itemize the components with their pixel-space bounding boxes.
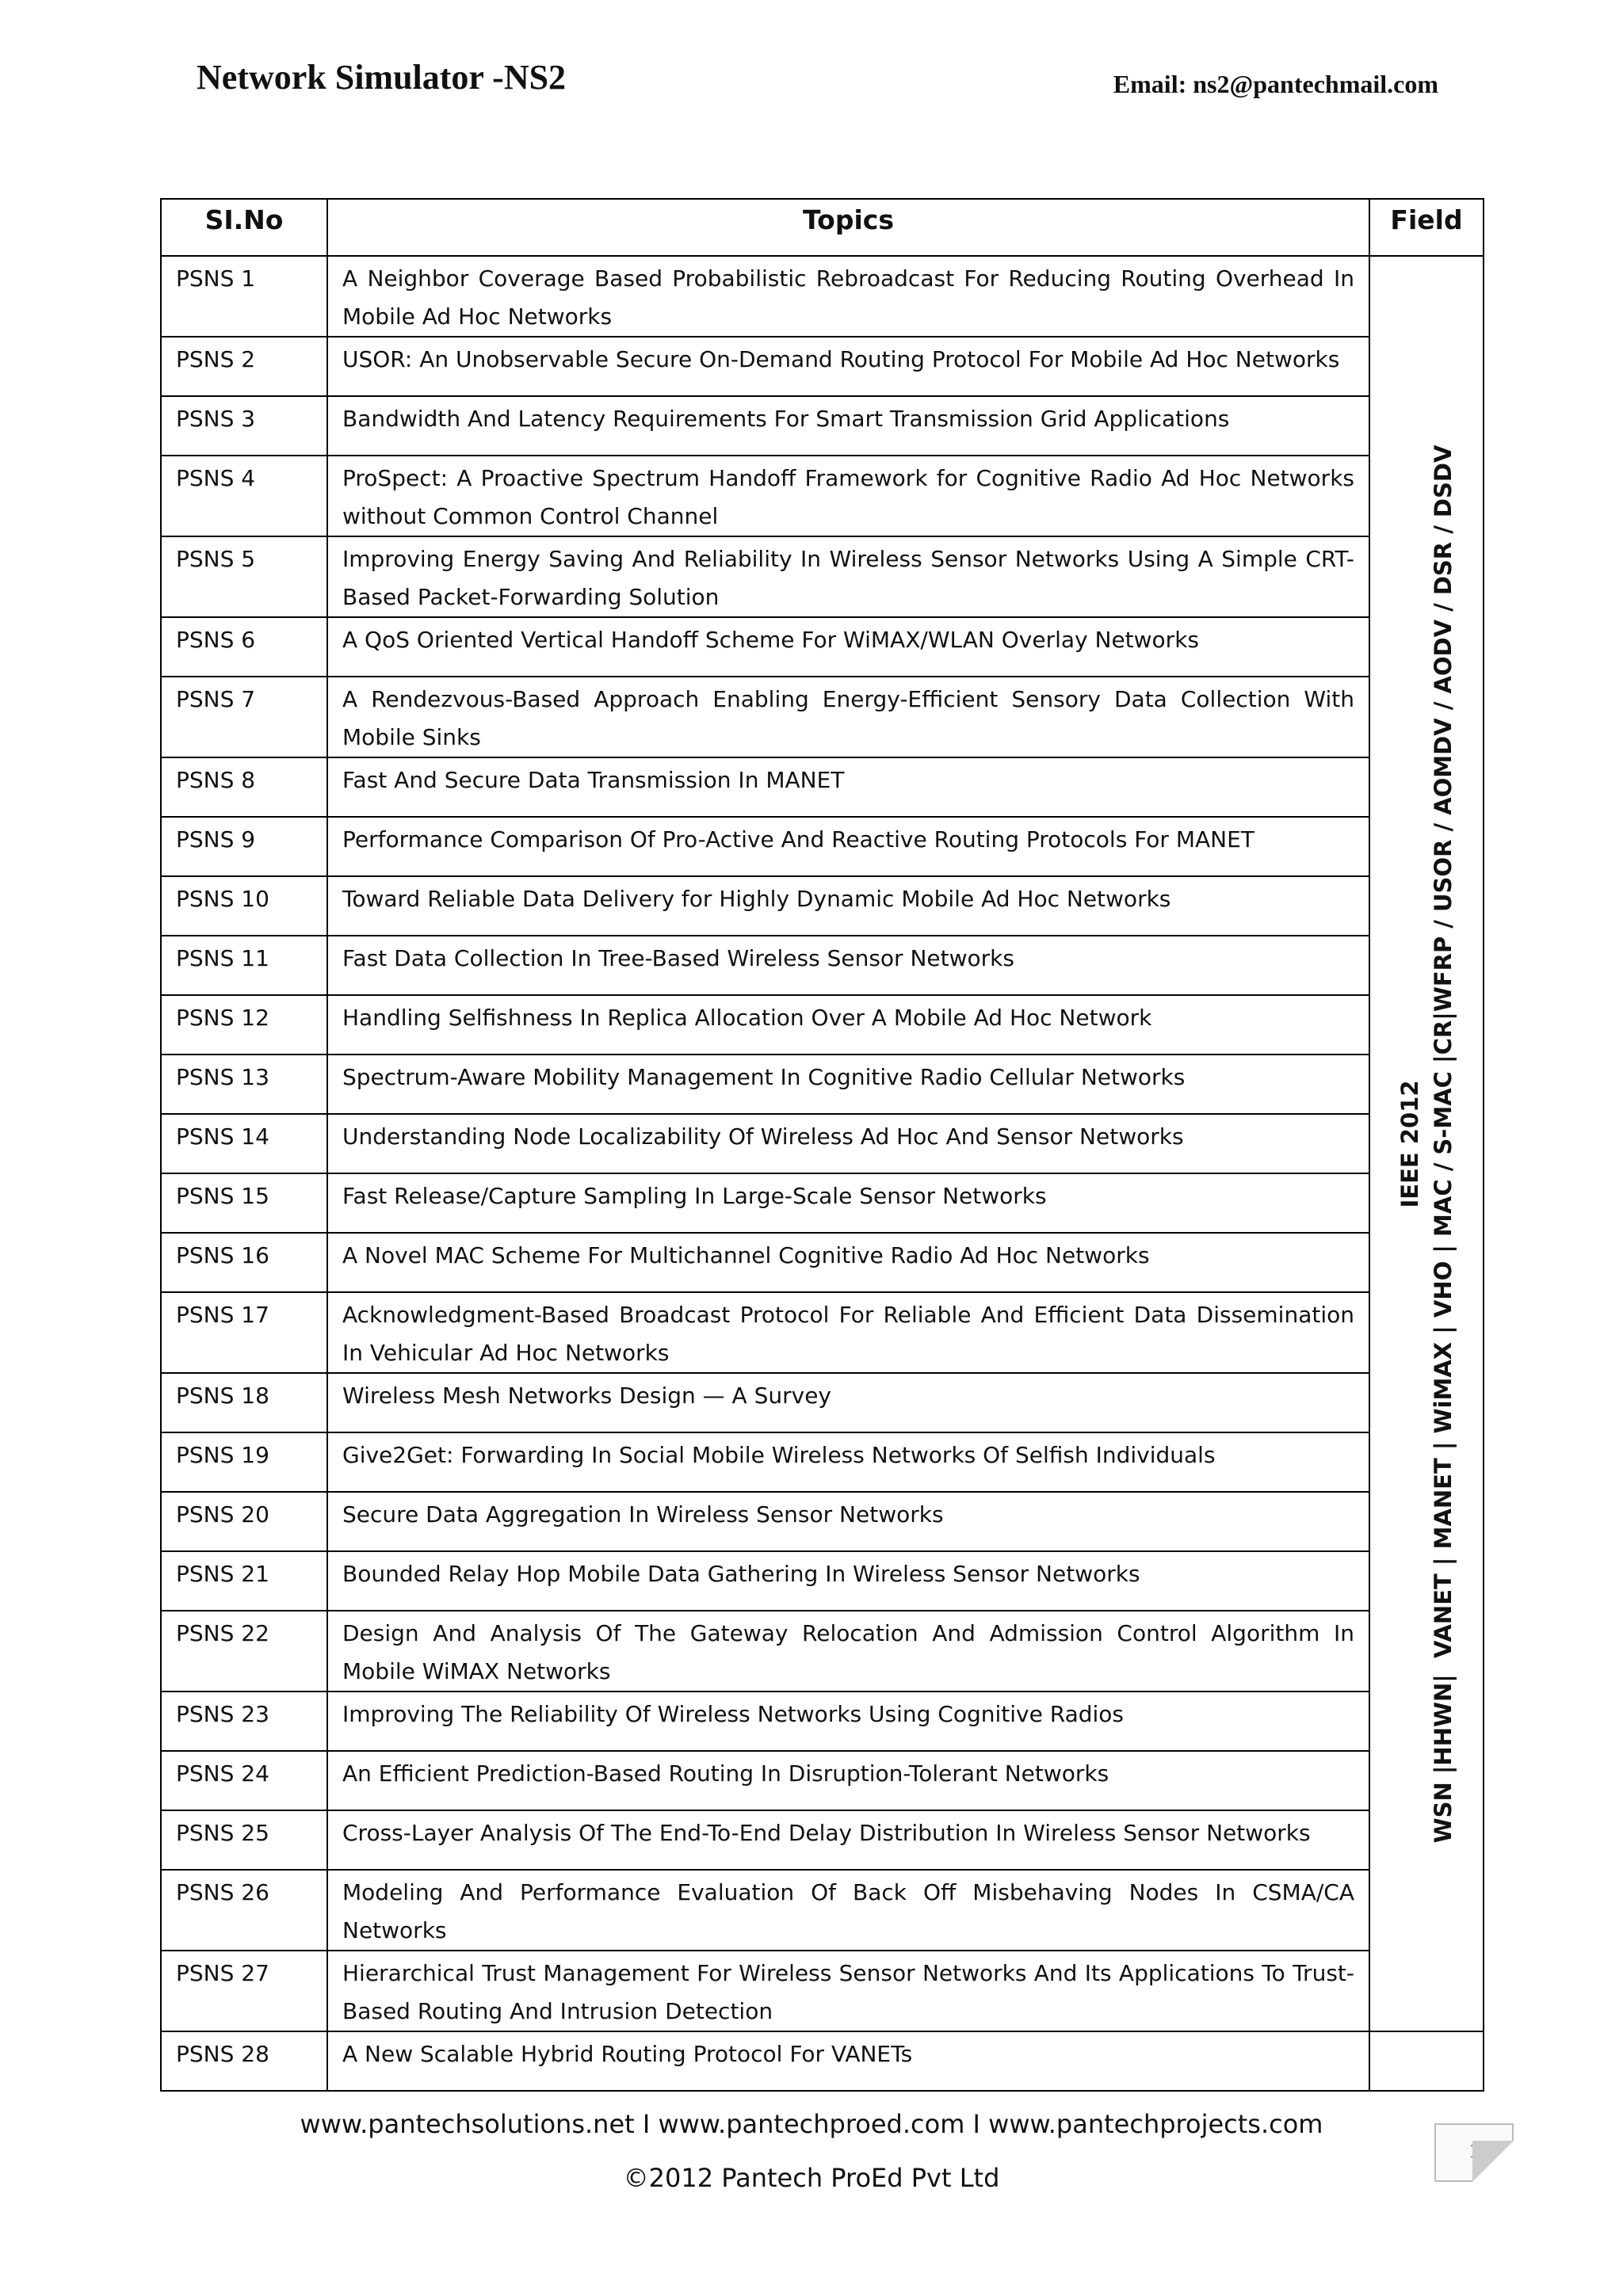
table-row — [161, 337, 1484, 396]
field-label: IEEE 2012 WSN |HHWN| VANET | MANET | WiMAX | VHO | MAC / S-MAC |CR|WFRP / USOR / AOMDV / AODV / DSR / DSDV — [1396, 444, 1457, 1843]
row-topic: A Novel MAC Scheme For Multichannel Cognitive Radio Ad Hoc Networks — [327, 1233, 1369, 1292]
table-row — [161, 2031, 1484, 2091]
table-row — [161, 1611, 1484, 1691]
row-slno: PSNS 3 — [161, 396, 327, 456]
row-topic: Performance Comparison Of Pro-Active And Reactive Routing Protocols For MANET — [327, 817, 1369, 876]
row-topic: A New Scalable Hybrid Routing Protocol For VANETs — [327, 2031, 1369, 2091]
table-row — [161, 817, 1484, 876]
table-row — [161, 936, 1484, 995]
row-slno: PSNS 5 — [161, 536, 327, 617]
row-slno: PSNS 17 — [161, 1292, 327, 1373]
table-row — [161, 1810, 1484, 1870]
row-slno: PSNS 15 — [161, 1173, 327, 1233]
table-row — [161, 757, 1484, 817]
table-row — [161, 1055, 1484, 1114]
table-header-row — [161, 199, 1484, 256]
row-slno: PSNS 28 — [161, 2031, 327, 2091]
row-topic: USOR: An Unobservable Secure On-Demand Routing Protocol For Mobile Ad Hoc Networks — [327, 337, 1369, 396]
topics-table — [160, 198, 1484, 2092]
row-slno: PSNS 8 — [161, 757, 327, 817]
table-row — [161, 876, 1484, 936]
row-topic: A Neighbor Coverage Based Probabilistic Rebroadcast For Reducing Routing Overhead In Mobile Ad Hoc Networks — [327, 256, 1369, 337]
table-row — [161, 456, 1484, 536]
table-row — [161, 1432, 1484, 1492]
row-slno: PSNS 10 — [161, 876, 327, 936]
table-row — [161, 396, 1484, 456]
footer-copyright: ©2012 Pantech ProEd Pvt Ltd — [623, 2163, 1000, 2193]
row-slno: PSNS 9 — [161, 817, 327, 876]
row-slno: PSNS 27 — [161, 1951, 327, 2031]
row-topic: Acknowledgment-Based Broadcast Protocol For Reliable And Efficient Data Dissemination In Vehicular Ad Hoc Networks — [327, 1292, 1369, 1373]
row-topic: Wireless Mesh Networks Design — A Survey — [327, 1373, 1369, 1432]
row-slno: PSNS 6 — [161, 617, 327, 677]
row-topic: Handling Selfishness In Replica Allocation Over A Mobile Ad Hoc Network — [327, 995, 1369, 1055]
table-row — [161, 1292, 1484, 1373]
row-topic: Improving Energy Saving And Reliability In Wireless Sensor Networks Using A Simple CRT-Based Packet-Forwarding Solution — [327, 536, 1369, 617]
row-topic: Bounded Relay Hop Mobile Data Gathering In Wireless Sensor Networks — [327, 1551, 1369, 1611]
header-topics: Topics — [327, 199, 1369, 256]
row-topic: Fast Release/Capture Sampling In Large-Scale Sensor Networks — [327, 1173, 1369, 1233]
row-slno: PSNS 11 — [161, 936, 327, 995]
row-topic: Secure Data Aggregation In Wireless Sensor Networks — [327, 1492, 1369, 1551]
row-topic: A Rendezvous-Based Approach Enabling Energy-Efficient Sensory Data Collection With Mobile Sinks — [327, 677, 1369, 757]
row-topic: Bandwidth And Latency Requirements For Smart Transmission Grid Applications — [327, 396, 1369, 456]
row-topic: ProSpect: A Proactive Spectrum Handoff Framework for Cognitive Radio Ad Hoc Networks without Common Control Channel — [327, 456, 1369, 536]
page-curl-icon — [1472, 2141, 1514, 2182]
table-row — [161, 1373, 1484, 1432]
table-row — [161, 1870, 1484, 1951]
row-topic: Fast And Secure Data Transmission In MANET — [327, 757, 1369, 817]
row-slno: PSNS 23 — [161, 1691, 327, 1751]
row-topic: Modeling And Performance Evaluation Of Back Off Misbehaving Nodes In CSMA/CA Networks — [327, 1870, 1369, 1951]
table-row — [161, 256, 1484, 337]
row-topic: Cross-Layer Analysis Of The End-To-End Delay Distribution In Wireless Sensor Networks — [327, 1810, 1369, 1870]
table-row — [161, 1751, 1484, 1810]
row-slno: PSNS 1 — [161, 256, 327, 337]
field-cell — [1369, 256, 1484, 2031]
row-slno: PSNS 12 — [161, 995, 327, 1055]
table-row — [161, 677, 1484, 757]
row-slno: PSNS 4 — [161, 456, 327, 536]
table-row — [161, 617, 1484, 677]
page-number-label: 1 — [1468, 2139, 1480, 2162]
row-topic: Spectrum-Aware Mobility Management In Cognitive Radio Cellular Networks — [327, 1055, 1369, 1114]
table-row — [161, 1551, 1484, 1611]
page-number — [1434, 2123, 1514, 2182]
row-topic: Give2Get: Forwarding In Social Mobile Wireless Networks Of Selfish Individuals — [327, 1432, 1369, 1492]
document-title: Network Simulator -NS2 — [197, 58, 567, 97]
row-topic: An Efficient Prediction-Based Routing In Disruption-Tolerant Networks — [327, 1751, 1369, 1810]
table-row — [161, 536, 1484, 617]
table-row — [161, 995, 1484, 1055]
table-row — [161, 1951, 1484, 2031]
row-topic: Design And Analysis Of The Gateway Relocation And Admission Control Algorithm In Mobile WiMAX Networks — [327, 1611, 1369, 1691]
table-row — [161, 1492, 1484, 1551]
row-slno: PSNS 13 — [161, 1055, 327, 1114]
row-slno: PSNS 26 — [161, 1870, 327, 1951]
header-slno: SI.No — [161, 199, 327, 256]
row-slno: PSNS 16 — [161, 1233, 327, 1292]
row-slno: PSNS 14 — [161, 1114, 327, 1173]
row-topic: Understanding Node Localizability Of Wireless Ad Hoc And Sensor Networks — [327, 1114, 1369, 1173]
row-slno: PSNS 24 — [161, 1751, 327, 1810]
table-row — [161, 1691, 1484, 1751]
row-slno: PSNS 20 — [161, 1492, 327, 1551]
footer-links: www.pantechsolutions.net I www.pantechproed.com I www.pantechprojects.com — [300, 2109, 1323, 2139]
row-topic: Fast Data Collection In Tree-Based Wireless Sensor Networks — [327, 936, 1369, 995]
table-row — [161, 1233, 1484, 1292]
row-topic: Improving The Reliability Of Wireless Networks Using Cognitive Radios — [327, 1691, 1369, 1751]
row-slno: PSNS 7 — [161, 677, 327, 757]
field-cell-empty — [1369, 2031, 1484, 2091]
row-slno: PSNS 21 — [161, 1551, 327, 1611]
contact-email: Email: ns2@pantechmail.com — [1113, 70, 1438, 98]
row-slno: PSNS 2 — [161, 337, 327, 396]
row-topic: Hierarchical Trust Management For Wireless Sensor Networks And Its Applications To Trust-Based Routing And Intrusion Detection — [327, 1951, 1369, 2031]
row-slno: PSNS 25 — [161, 1810, 327, 1870]
row-topic: A QoS Oriented Vertical Handoff Scheme For WiMAX/WLAN Overlay Networks — [327, 617, 1369, 677]
row-slno: PSNS 22 — [161, 1611, 327, 1691]
table-row — [161, 1114, 1484, 1173]
table-row — [161, 1173, 1484, 1233]
table-body — [161, 256, 1484, 2091]
row-slno: PSNS 19 — [161, 1432, 327, 1492]
row-topic: Toward Reliable Data Delivery for Highly Dynamic Mobile Ad Hoc Networks — [327, 876, 1369, 936]
header-field: Field — [1369, 199, 1484, 256]
row-slno: PSNS 18 — [161, 1373, 327, 1432]
